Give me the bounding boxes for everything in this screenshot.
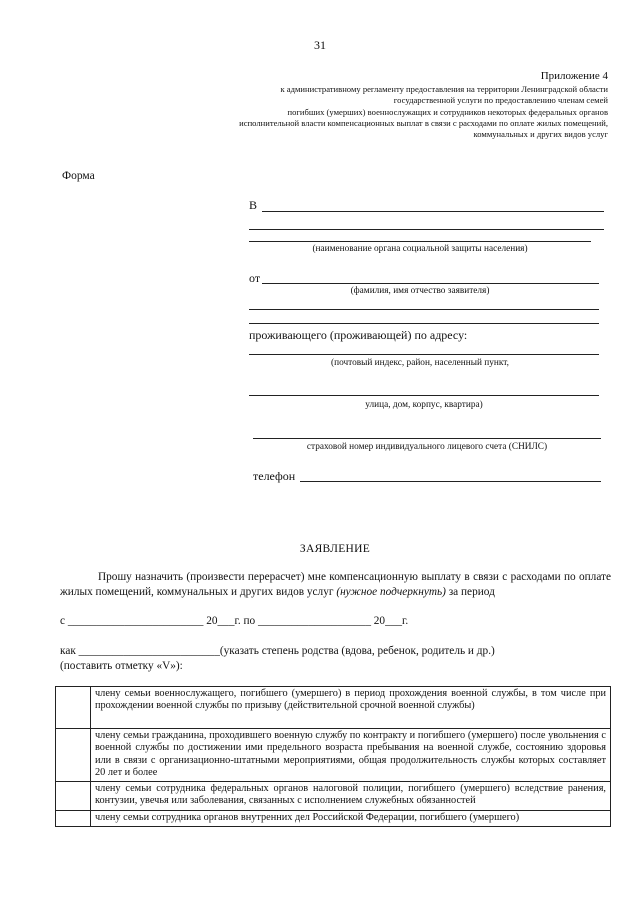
address-caption-1: (почтовый индекс, район, населенный пункт, <box>331 358 509 368</box>
options-table <box>55 686 611 827</box>
appendix-title: Приложение 4 <box>540 70 608 82</box>
option-text: члену семьи сотрудника органов внутренних дел Российской Федерации, погибшего (умершего) <box>91 810 611 826</box>
from-field-line[interactable] <box>262 283 599 284</box>
appendix-line: погибших (умерших) военнослужащих и сотрудников некоторых федеральных органов <box>287 106 608 117</box>
table-row <box>56 687 611 729</box>
option-checkbox[interactable] <box>56 729 91 782</box>
table-row <box>56 782 611 811</box>
address-caption-2: улица, дом, корпус, квартира) <box>365 400 483 410</box>
kinship-line[interactable]: как _________________________(указать степень родства (вдова, ребенок, родитель и др.) <box>60 645 495 657</box>
appendix-subtitle <box>148 84 608 140</box>
to-prefix: В <box>249 198 258 212</box>
from-prefix: от <box>249 271 261 285</box>
to-field-line-3[interactable] <box>249 241 591 242</box>
to-field-line-2[interactable] <box>249 229 604 230</box>
from-field-line-2[interactable] <box>249 309 599 310</box>
appendix-line: государственной услуги по предоставлению членам семей <box>393 95 608 106</box>
statement-paragraph <box>60 570 611 600</box>
appendix-line: коммунальных и других видов услуг <box>473 129 608 140</box>
option-text: члену семьи сотрудника федеральных органов налоговой полиции, погибшего (умершего) вследствие ранения, контузии, увечья или заболевания, связанных с исполнением служебных обязанностей <box>91 782 611 811</box>
option-checkbox[interactable] <box>56 782 91 811</box>
option-checkbox[interactable] <box>56 687 91 729</box>
statement-title: ЗАЯВЛЕНИЕ <box>299 543 371 555</box>
appendix-line: к административному регламенту предоставления на территории Ленинградской области <box>280 84 608 94</box>
option-checkbox[interactable] <box>56 810 91 826</box>
form-label: Форма <box>62 170 95 182</box>
snils-caption: страховой номер индивидуального лицевого счета (СНИЛС) <box>306 442 548 452</box>
option-text: члену семьи военнослужащего, погибшего (умершего) в период прохождения военной службы, в том числе при прохождении военной службы по призыву (действительной срочной военной службы) <box>91 687 611 729</box>
statement-italic-note: (нужное подчеркнуть) <box>336 586 446 598</box>
phone-label: телефон <box>253 469 296 483</box>
statement-text: Прошу назначить (произвести перерасчет) мне компенсационную выплату в связи с расходами по оплате жилых помещений, коммунальных и других видов услуг <box>60 571 611 598</box>
page-number: 31 <box>314 38 326 52</box>
phone-field-line[interactable] <box>300 481 601 482</box>
snils-field-line[interactable] <box>253 438 601 439</box>
address-field-line-2[interactable] <box>249 395 599 396</box>
from-field-line-3[interactable] <box>249 323 599 324</box>
statement-text-end: за период <box>445 586 495 598</box>
address-field-line-1[interactable] <box>249 354 599 355</box>
address-label: проживающего (проживающей) по адресу: <box>249 328 468 342</box>
to-field-line-1[interactable] <box>262 211 604 212</box>
to-caption: (наименование органа социальной защиты населения) <box>312 244 528 254</box>
appendix-line: исполнительной власти компенсационных выплат в связи с расходами по оплате жилых помещений, <box>239 117 608 128</box>
period-line[interactable]: с ________________________ 20___г. по ____________________ 20___г. <box>60 615 409 627</box>
table-row <box>56 810 611 826</box>
from-caption: (фамилия, имя отчество заявителя) <box>350 286 490 296</box>
table-row <box>56 729 611 782</box>
kinship-note: (поставить отметку «V»): <box>60 660 183 672</box>
option-text: члену семьи гражданина, проходившего военную службу по контракту и погибшего (умершего) после увольнения с военной службы по достижении ими предельного возраста пребывания на военной службе, состоянию здоровья или в связи с организационно-штатными мероприятиями, общая продолжительность службы которых составляет 20 лет и более <box>91 729 611 782</box>
